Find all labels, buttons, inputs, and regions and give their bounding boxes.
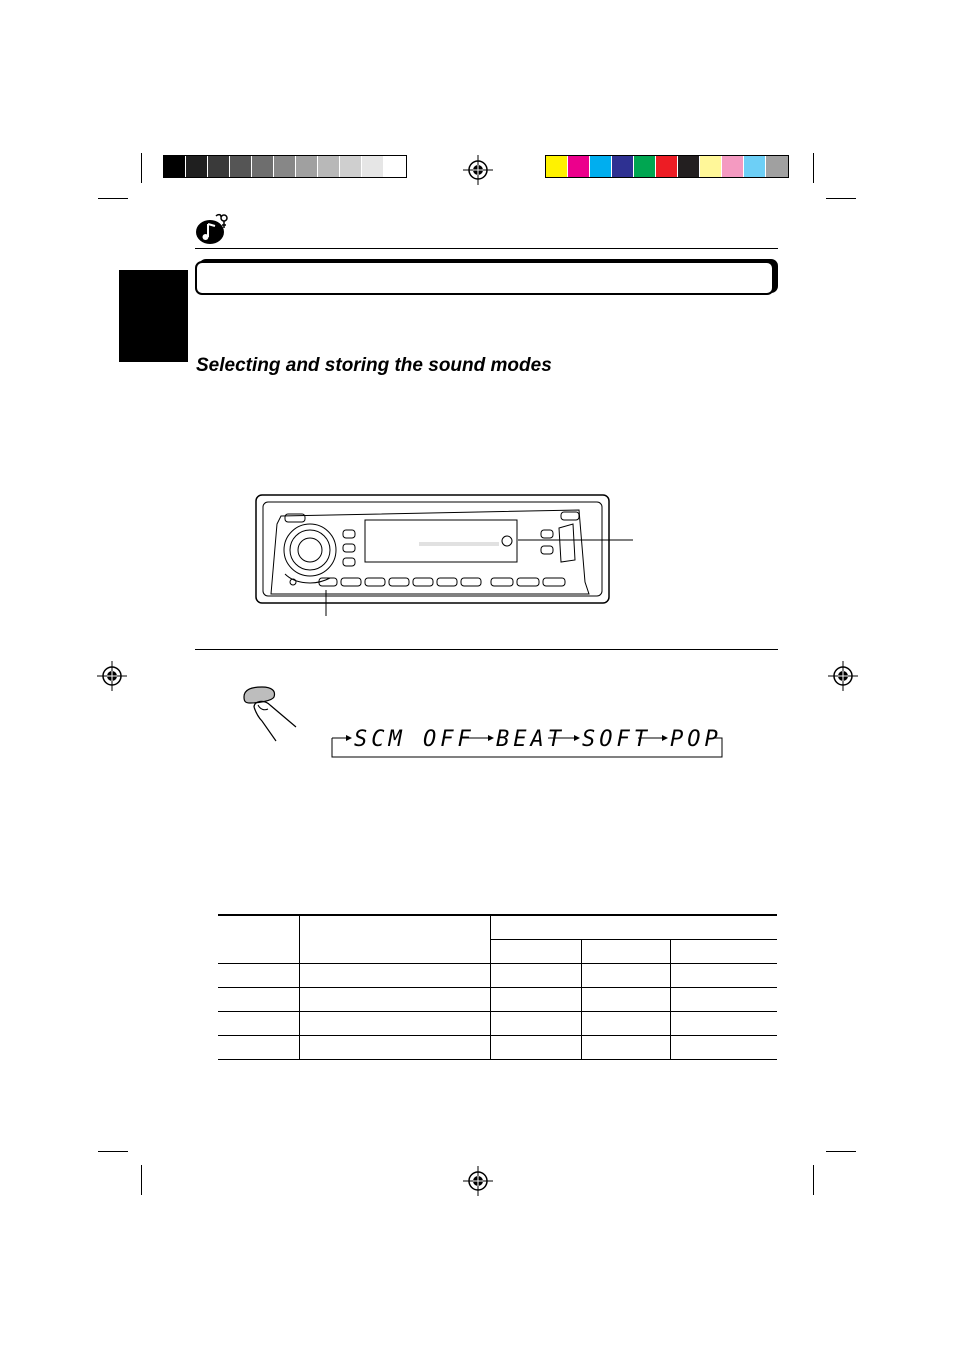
swatch bbox=[766, 156, 788, 177]
swatch bbox=[318, 156, 340, 177]
table-cell bbox=[671, 1012, 778, 1036]
color-registration-bar bbox=[545, 155, 789, 178]
mode-scm-off: SCM OFF bbox=[354, 727, 475, 752]
swatch bbox=[274, 156, 296, 177]
language-tab bbox=[119, 270, 188, 362]
sound-mode-table bbox=[218, 914, 777, 1060]
table-cell bbox=[218, 964, 300, 988]
registration-target-icon bbox=[828, 661, 858, 691]
table-cell bbox=[491, 1012, 582, 1036]
swatch bbox=[186, 156, 208, 177]
crop-mark bbox=[98, 198, 128, 199]
mode-pop: POP bbox=[670, 727, 722, 752]
table-cell bbox=[218, 1036, 300, 1060]
table-cell bbox=[582, 1012, 671, 1036]
swatch bbox=[384, 156, 406, 177]
table-cell bbox=[491, 940, 582, 964]
swatch bbox=[700, 156, 722, 177]
table-cell bbox=[582, 940, 671, 964]
table-row bbox=[218, 1036, 777, 1060]
table-cell bbox=[218, 1012, 300, 1036]
section-banner bbox=[195, 261, 774, 295]
finger-press-icon bbox=[240, 683, 302, 745]
mode-cycle-sequence bbox=[330, 724, 726, 760]
swatch bbox=[568, 156, 590, 177]
table-row bbox=[218, 964, 777, 988]
swatch bbox=[656, 156, 678, 177]
mode-beat: BEAT bbox=[496, 727, 565, 752]
mode-soft: SOFT bbox=[582, 727, 651, 752]
swatch bbox=[164, 156, 186, 177]
section-heading: Selecting and storing the sound modes bbox=[196, 355, 552, 376]
control-panel-illustration bbox=[255, 494, 635, 624]
swatch bbox=[340, 156, 362, 177]
table-cell bbox=[671, 988, 778, 1012]
swatch bbox=[252, 156, 274, 177]
crop-mark bbox=[826, 198, 856, 199]
table-cell bbox=[300, 915, 491, 964]
swatch bbox=[590, 156, 612, 177]
swatch bbox=[546, 156, 568, 177]
grayscale-registration-bar bbox=[163, 155, 407, 178]
table-cell bbox=[582, 988, 671, 1012]
swatch bbox=[362, 156, 384, 177]
swatch bbox=[612, 156, 634, 177]
crop-mark bbox=[813, 153, 814, 183]
table-cell bbox=[491, 988, 582, 1012]
registration-target-icon bbox=[463, 155, 493, 185]
table-cell bbox=[491, 1036, 582, 1060]
table-cell bbox=[671, 964, 778, 988]
table-header-row bbox=[218, 915, 777, 940]
table-cell bbox=[582, 1036, 671, 1060]
table-cell bbox=[671, 1036, 778, 1060]
header-rule bbox=[195, 248, 778, 249]
table-cell bbox=[300, 964, 491, 988]
sound-mode-icon bbox=[194, 212, 234, 246]
swatch bbox=[634, 156, 656, 177]
swatch bbox=[208, 156, 230, 177]
crop-mark bbox=[141, 1165, 142, 1195]
crop-mark bbox=[141, 153, 142, 183]
table-cell bbox=[491, 915, 778, 940]
table-cell bbox=[582, 964, 671, 988]
table-cell bbox=[218, 915, 300, 964]
crop-mark bbox=[98, 1151, 128, 1152]
swatch bbox=[722, 156, 744, 177]
section-divider bbox=[195, 649, 778, 650]
crop-mark bbox=[813, 1165, 814, 1195]
table-cell bbox=[218, 988, 300, 1012]
table-cell bbox=[300, 988, 491, 1012]
table-cell bbox=[671, 940, 778, 964]
swatch bbox=[296, 156, 318, 177]
table-row bbox=[218, 988, 777, 1012]
table-cell bbox=[300, 1036, 491, 1060]
registration-target-icon bbox=[97, 661, 127, 691]
swatch bbox=[678, 156, 700, 177]
table-cell bbox=[300, 1012, 491, 1036]
table-cell bbox=[491, 964, 582, 988]
swatch bbox=[230, 156, 252, 177]
table-row bbox=[218, 1012, 777, 1036]
swatch bbox=[744, 156, 766, 177]
crop-mark bbox=[826, 1151, 856, 1152]
registration-target-icon bbox=[463, 1166, 493, 1196]
